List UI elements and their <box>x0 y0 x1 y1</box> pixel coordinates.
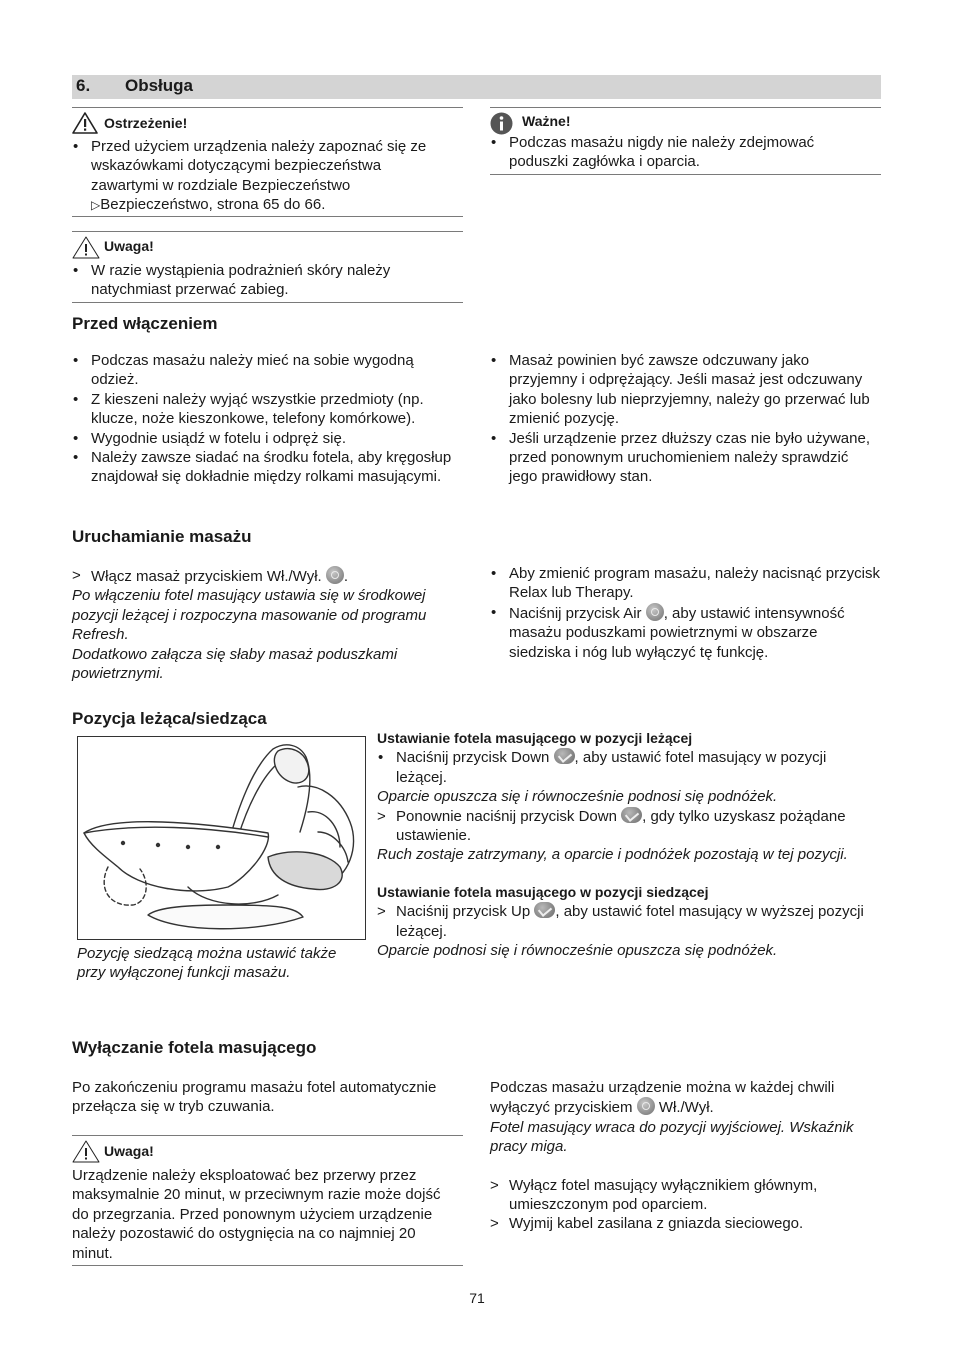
off-left-text: Po zakończeniu programu masażu fotel automatycznie przełącza się w tryb czuwania. <box>72 1079 437 1116</box>
off-note: Fotel masujący wraca do pozycji wyjściowej. Wskaźnik pracy miga. <box>490 1118 854 1156</box>
caution-item: • W razie wystąpienia podrażnień skóry należy natychmiast przerwać zabieg. <box>73 262 391 299</box>
caution-box-top-rule <box>72 1135 463 1136</box>
caution-box-top-rule <box>72 231 463 232</box>
list-item: • Aby zmienić program masażu, należy nacisnąć przycisk Relax lub Therapy. <box>491 565 880 602</box>
down-button-icon <box>554 748 575 764</box>
list-item: • Wygodnie usiądź w fotelu i odpręż się. <box>73 429 346 447</box>
important-item: • Podczas masażu nigdy nie należy zdejmować poduszki zagłówka i oparcia. <box>491 134 815 171</box>
start-left-block <box>72 566 462 683</box>
section-header-bar <box>72 75 881 99</box>
start-note: Dodatkowo załącza się słaby masaż poduszkami powietrznymi. <box>72 645 398 683</box>
section-number: 6. <box>76 76 91 95</box>
start-note: Po włączeniu fotel masujący ustawia się w środkowej pozycji leżącej i rozpoczyna masowanie od programu Refresh. <box>72 587 427 644</box>
before-on-right-list <box>490 351 880 487</box>
subheading-start: Uruchamianie masażu <box>72 527 252 546</box>
important-list <box>490 133 875 172</box>
sitting-heading: Ustawianie fotela masującego w pozycji siedzącej <box>377 883 709 900</box>
subheading-before-on: Przed włączeniem <box>72 314 218 333</box>
step-item: > Ponownie naciśnij przycisk Down , gdy tylko uzyskasz pożądane ustawienie. <box>377 807 846 845</box>
warning-icon <box>72 1140 100 1168</box>
subheading-position: Pozycja leżąca/siedząca <box>72 709 267 728</box>
list-item: • Masaż powinien być zawsze odczuwany jako przyjemny i odprężający. Jeśli masaż jest odczuwany jako bolesny lub nieprzyjemny, należy go przerwać lub zmienić pozycję. <box>491 352 870 428</box>
page-number: 71 <box>469 1290 485 1306</box>
list-item: • Podczas masażu należy mieć na sobie wygodną odzież. <box>73 352 414 389</box>
warning-icon <box>72 236 100 264</box>
sitting-note: Oparcie podnosi się i równocześnie opuszcza się podnóżek. <box>377 942 778 960</box>
list-item: • Z kieszeni należy wyjąć wszystkie przedmioty (np. klucze, noże kieszonkowe, telefony komórkowe). <box>73 390 424 428</box>
warning-title: Ostrzeżenie! <box>104 115 188 131</box>
section-title: Obsługa <box>125 76 194 95</box>
lying-note: Ruch zostaje zatrzymany, a oparcie i podnóżek pozostają w tej pozycji. <box>377 846 848 864</box>
step-item: > Naciśnij przycisk Up , aby ustawić fotel masujący w wyższej pozycji leżącej. <box>377 903 864 940</box>
step-item: > Wyjmij kabel zasilana z gniazda sieciowego. <box>490 1215 804 1233</box>
subheading-off: Wyłączanie fotela masującego <box>72 1038 317 1057</box>
before-on-left-list <box>72 351 462 487</box>
step-item: > Wyłącz fotel masujący wyłącznikiem głównym, umieszczonym pod oparciem. <box>490 1176 818 1214</box>
warning-icon <box>72 112 98 139</box>
important-title: Ważne! <box>522 113 571 129</box>
list-item: • Naciśnij przycisk Down , aby ustawić fotel masujący w pozycji leżącej. <box>378 749 827 786</box>
off-right-block <box>490 1078 880 1234</box>
down-button-icon <box>621 807 642 823</box>
caution-list <box>72 261 442 300</box>
warning-item: • Przed użyciem urządzenia należy zapoznać się ze wskazówkami dotyczącymi bezpieczeństwa zawartymi w rozdziale Bezpieczeństwo <box>73 138 427 194</box>
important-box-bottom-rule <box>490 174 881 175</box>
air-button-icon <box>646 603 664 621</box>
power-button-icon <box>326 566 344 584</box>
warning-list <box>72 137 452 216</box>
lying-note: Oparcie opuszcza się i równocześnie podnosi się podnóżek. <box>377 788 778 806</box>
caution-text: Urządzenie należy eksploatować bez przerwy przez maksymalnie 20 minut, w przeciwnym razie może dojść do przegrzania. Przed ponownym użyciem urządzenie należy pozostawić do ostygnięcia na co najmniej 20 minut. <box>72 1167 441 1262</box>
warning-box-bottom-rule <box>72 216 463 217</box>
position-instructions <box>377 729 877 960</box>
step-item: > Włącz masaż przyciskiem Wł./Wył. . <box>72 567 349 585</box>
list-item: • Naciśnij przycisk Air , aby ustawić intensywność masażu poduszkami powietrznymi w obszarze siedziska i nóg lub wyłączyć tę funkcję. <box>491 603 845 661</box>
warning-box-top-rule <box>72 107 463 108</box>
caution-box-bottom-rule <box>72 1265 463 1266</box>
lying-heading: Ustawianie fotela masującego w pozycji leżącej <box>377 730 693 746</box>
up-button-icon <box>534 902 555 918</box>
caution-title: Uwaga! <box>104 1143 154 1159</box>
warning-reference: ▷Bezpieczeństwo, strona 65 do 66. <box>91 196 326 214</box>
important-box-top-rule <box>490 107 881 108</box>
illustration-caption: Pozycję siedzącą można ustawić także przy wyłączonej funkcji masażu. <box>77 945 337 982</box>
off-right-text: Podczas masażu urządzenie można w każdej chwili wyłączyć przyciskiem Wł./Wył. <box>490 1079 835 1117</box>
caution-box-bottom-rule <box>72 302 463 303</box>
start-right-list <box>490 564 880 662</box>
list-item: • Należy zawsze siadać na środku fotela, aby kręgosłup znajdował się dokładnie między rolkami masującymi. <box>73 449 452 486</box>
massage-chair-illustration <box>77 736 366 940</box>
power-button-icon <box>637 1097 655 1115</box>
list-item: • Jeśli urządzenie przez dłuższy czas nie było używane, przed ponownym uruchomieniem należy sprawdzić jego prawidłowy stan. <box>491 429 871 486</box>
caution-title: Uwaga! <box>104 238 154 254</box>
